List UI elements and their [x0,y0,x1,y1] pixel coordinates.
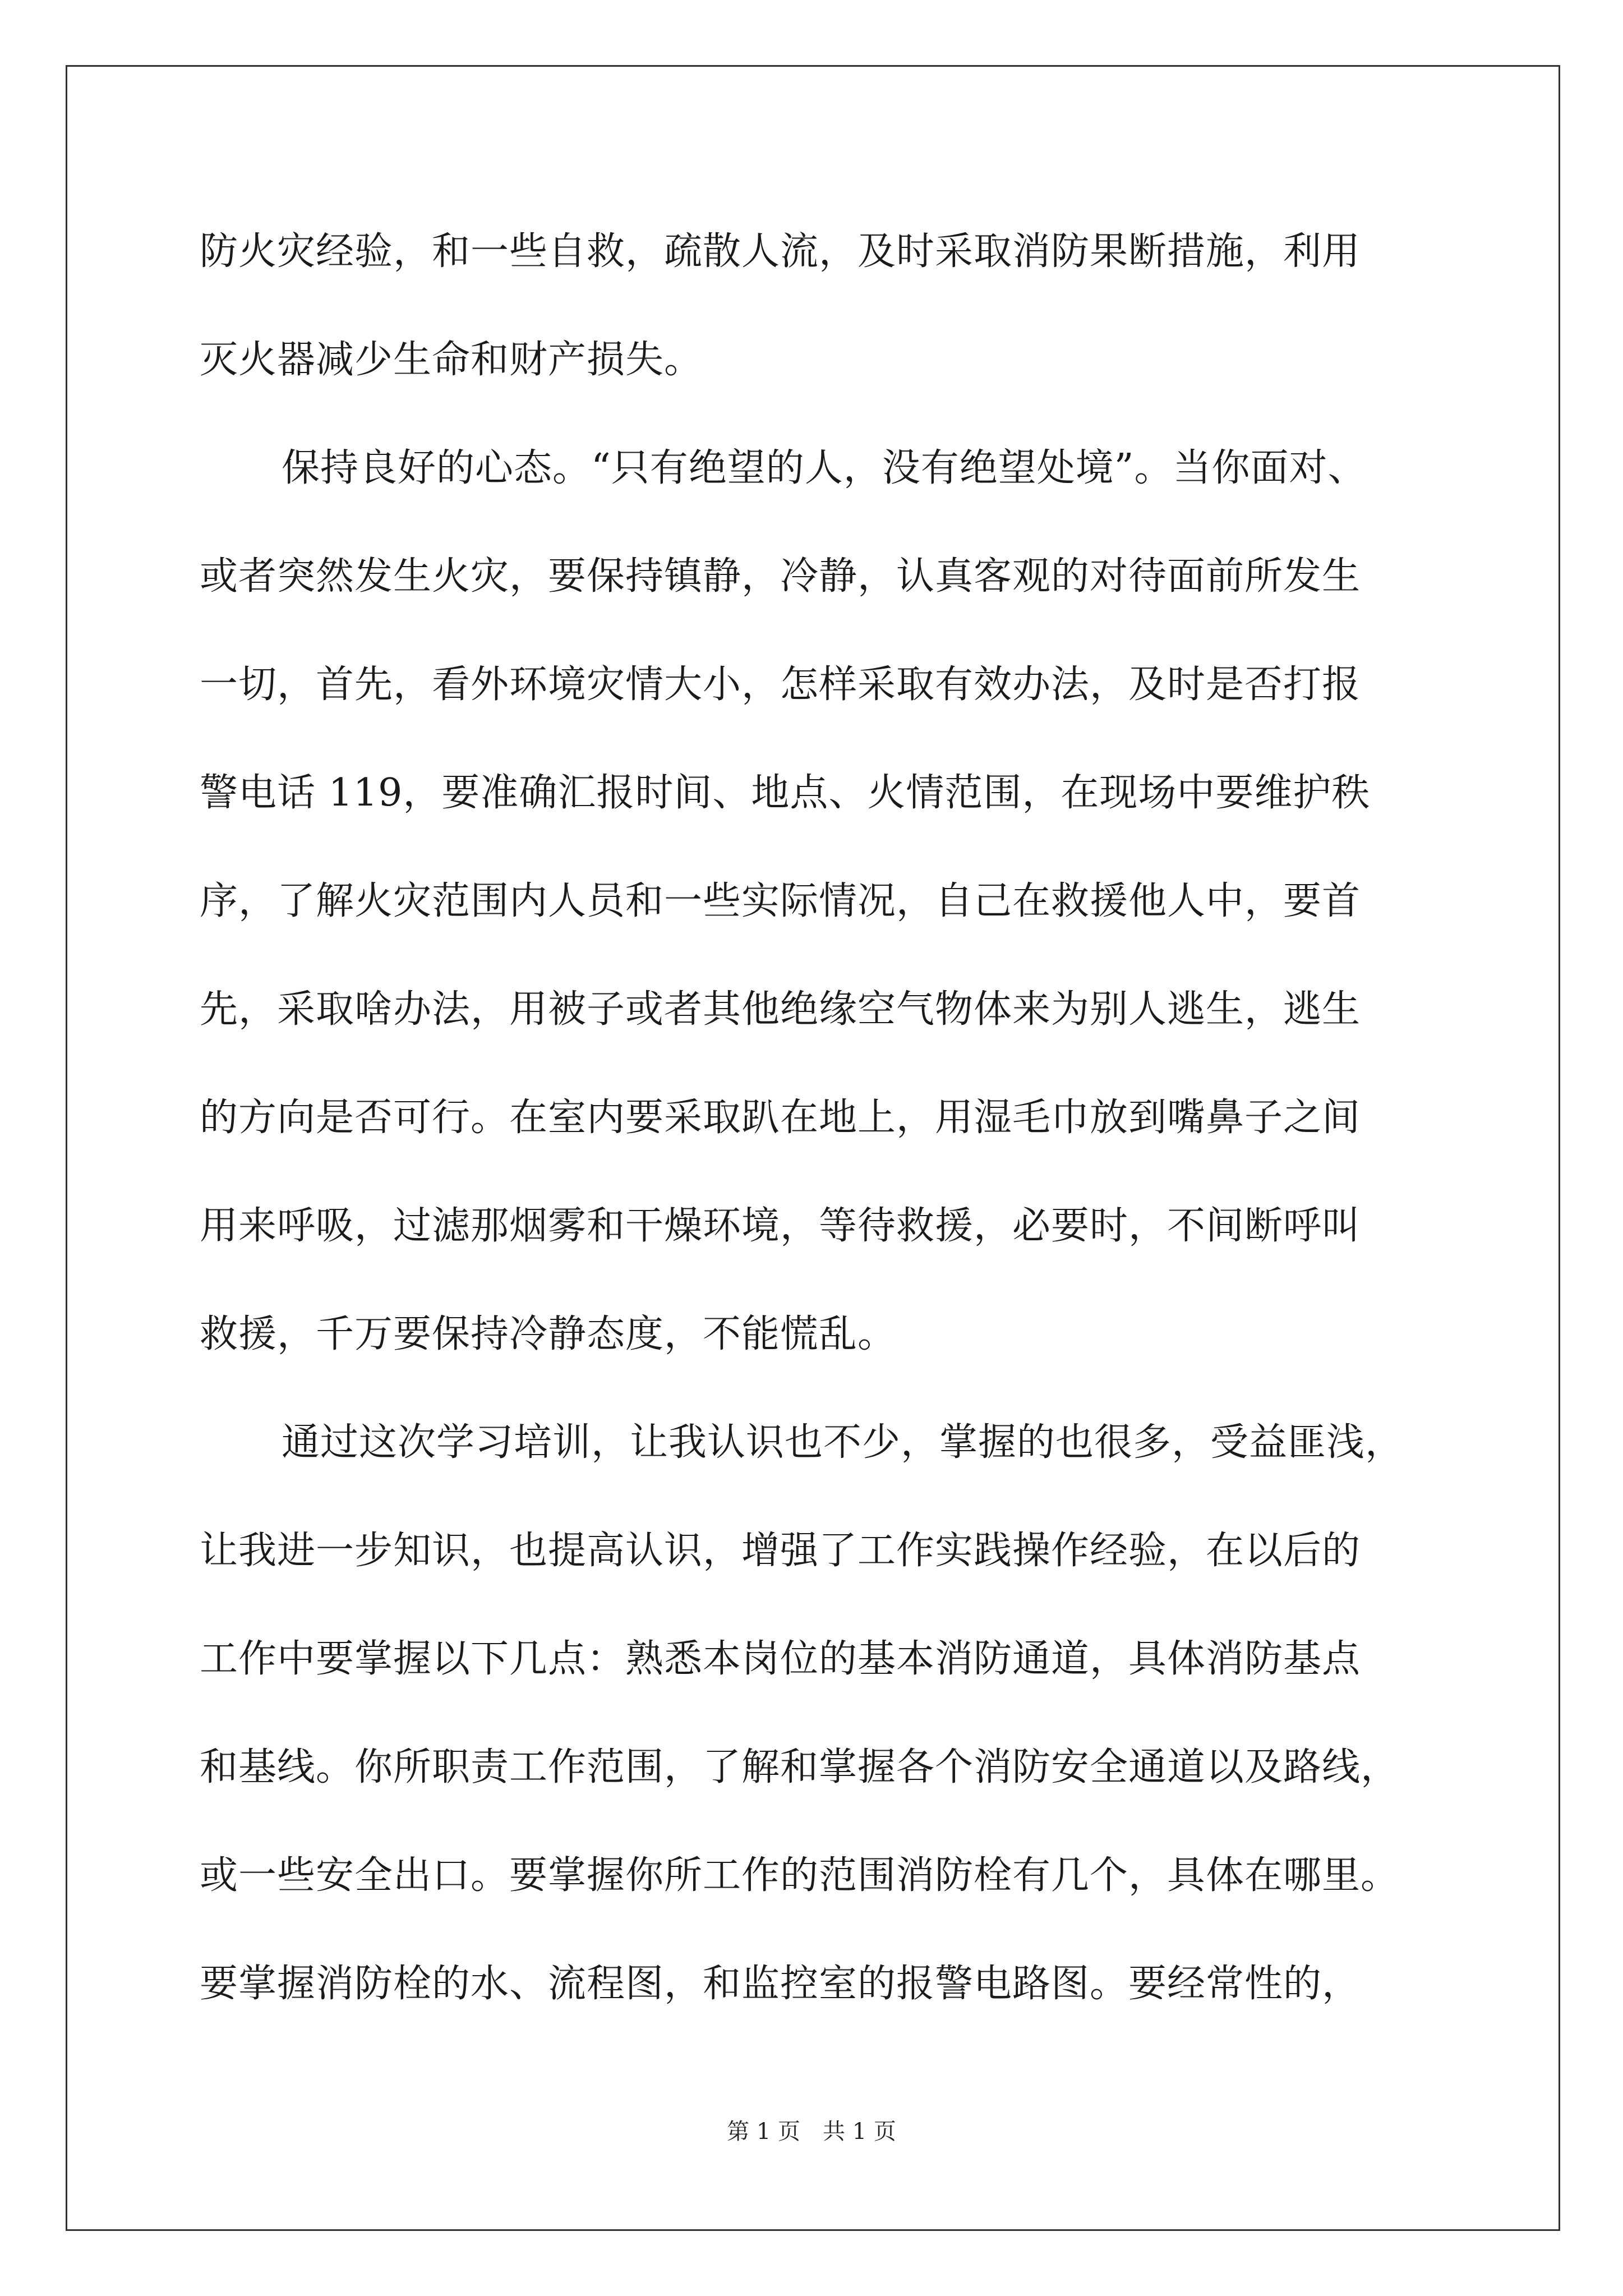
document-body [200,197,1433,2038]
text-line: 工作中要掌握以下几点：熟悉本岗位的基本消防通道，具体消防基点 [200,1637,1361,1681]
page-number-footer: 第 1 页 共 1 页 [727,2119,896,2145]
text-line: 或者突然发生火灾，要保持镇静，冷静，认真客观的对待面前所发生 [200,554,1361,599]
text-line: 和基线。你所职责工作范围，了解和掌握各个消防安全通道以及路线， [200,1745,1400,1789]
text-line: 救援，千万要保持冷静态度，不能慌乱。 [200,1312,897,1356]
paragraph-start-line: 通过这次学习培训，让我认识也不少，掌握的也很多，受益匪浅， [282,1420,1404,1465]
text-line: 先，采取啥办法，用被子或者其他绝缘空气物体来为别人逃生，逃生 [200,987,1361,1032]
text-line: 要掌握消防栓的水、流程图，和监控室的报警电路图。要经常性的， [200,1962,1361,2006]
text-line: 或一些安全出口。要掌握你所工作的范围消防栓有几个，具体在哪里。 [200,1853,1400,1898]
text-line: 让我进一步知识，也提高认识，增强了工作实践操作经验，在以后的 [200,1529,1361,1573]
text-line: 的方向是否可行。在室内要采取趴在地上，用湿毛巾放到嘴鼻子之间 [200,1096,1361,1140]
text-line: 防火灾经验，和一些自救，疏散人流，及时采取消防果断措施，利用 [200,229,1361,274]
text-line: 灭火器减少生命和财产损失。 [200,338,703,382]
text-line: 序，了解火灾范围内人员和一些实际情况，自己在救援他人中，要首 [200,879,1361,923]
text-line: 用来呼吸，过滤那烟雾和干燥环境，等待救援，必要时，不间断呼叫 [200,1204,1361,1248]
text-line: 一切，首先，看外环境灾情大小，怎样采取有效办法，及时是否打报 [200,662,1361,707]
text-line: 警电话 119，要准确汇报时间、地点、火情范围，在现场中要维护秩 [200,771,1371,815]
paragraph-start-line: 保持良好的心态。“只有绝望的人，没有绝望处境”。当你面对、 [282,446,1367,490]
